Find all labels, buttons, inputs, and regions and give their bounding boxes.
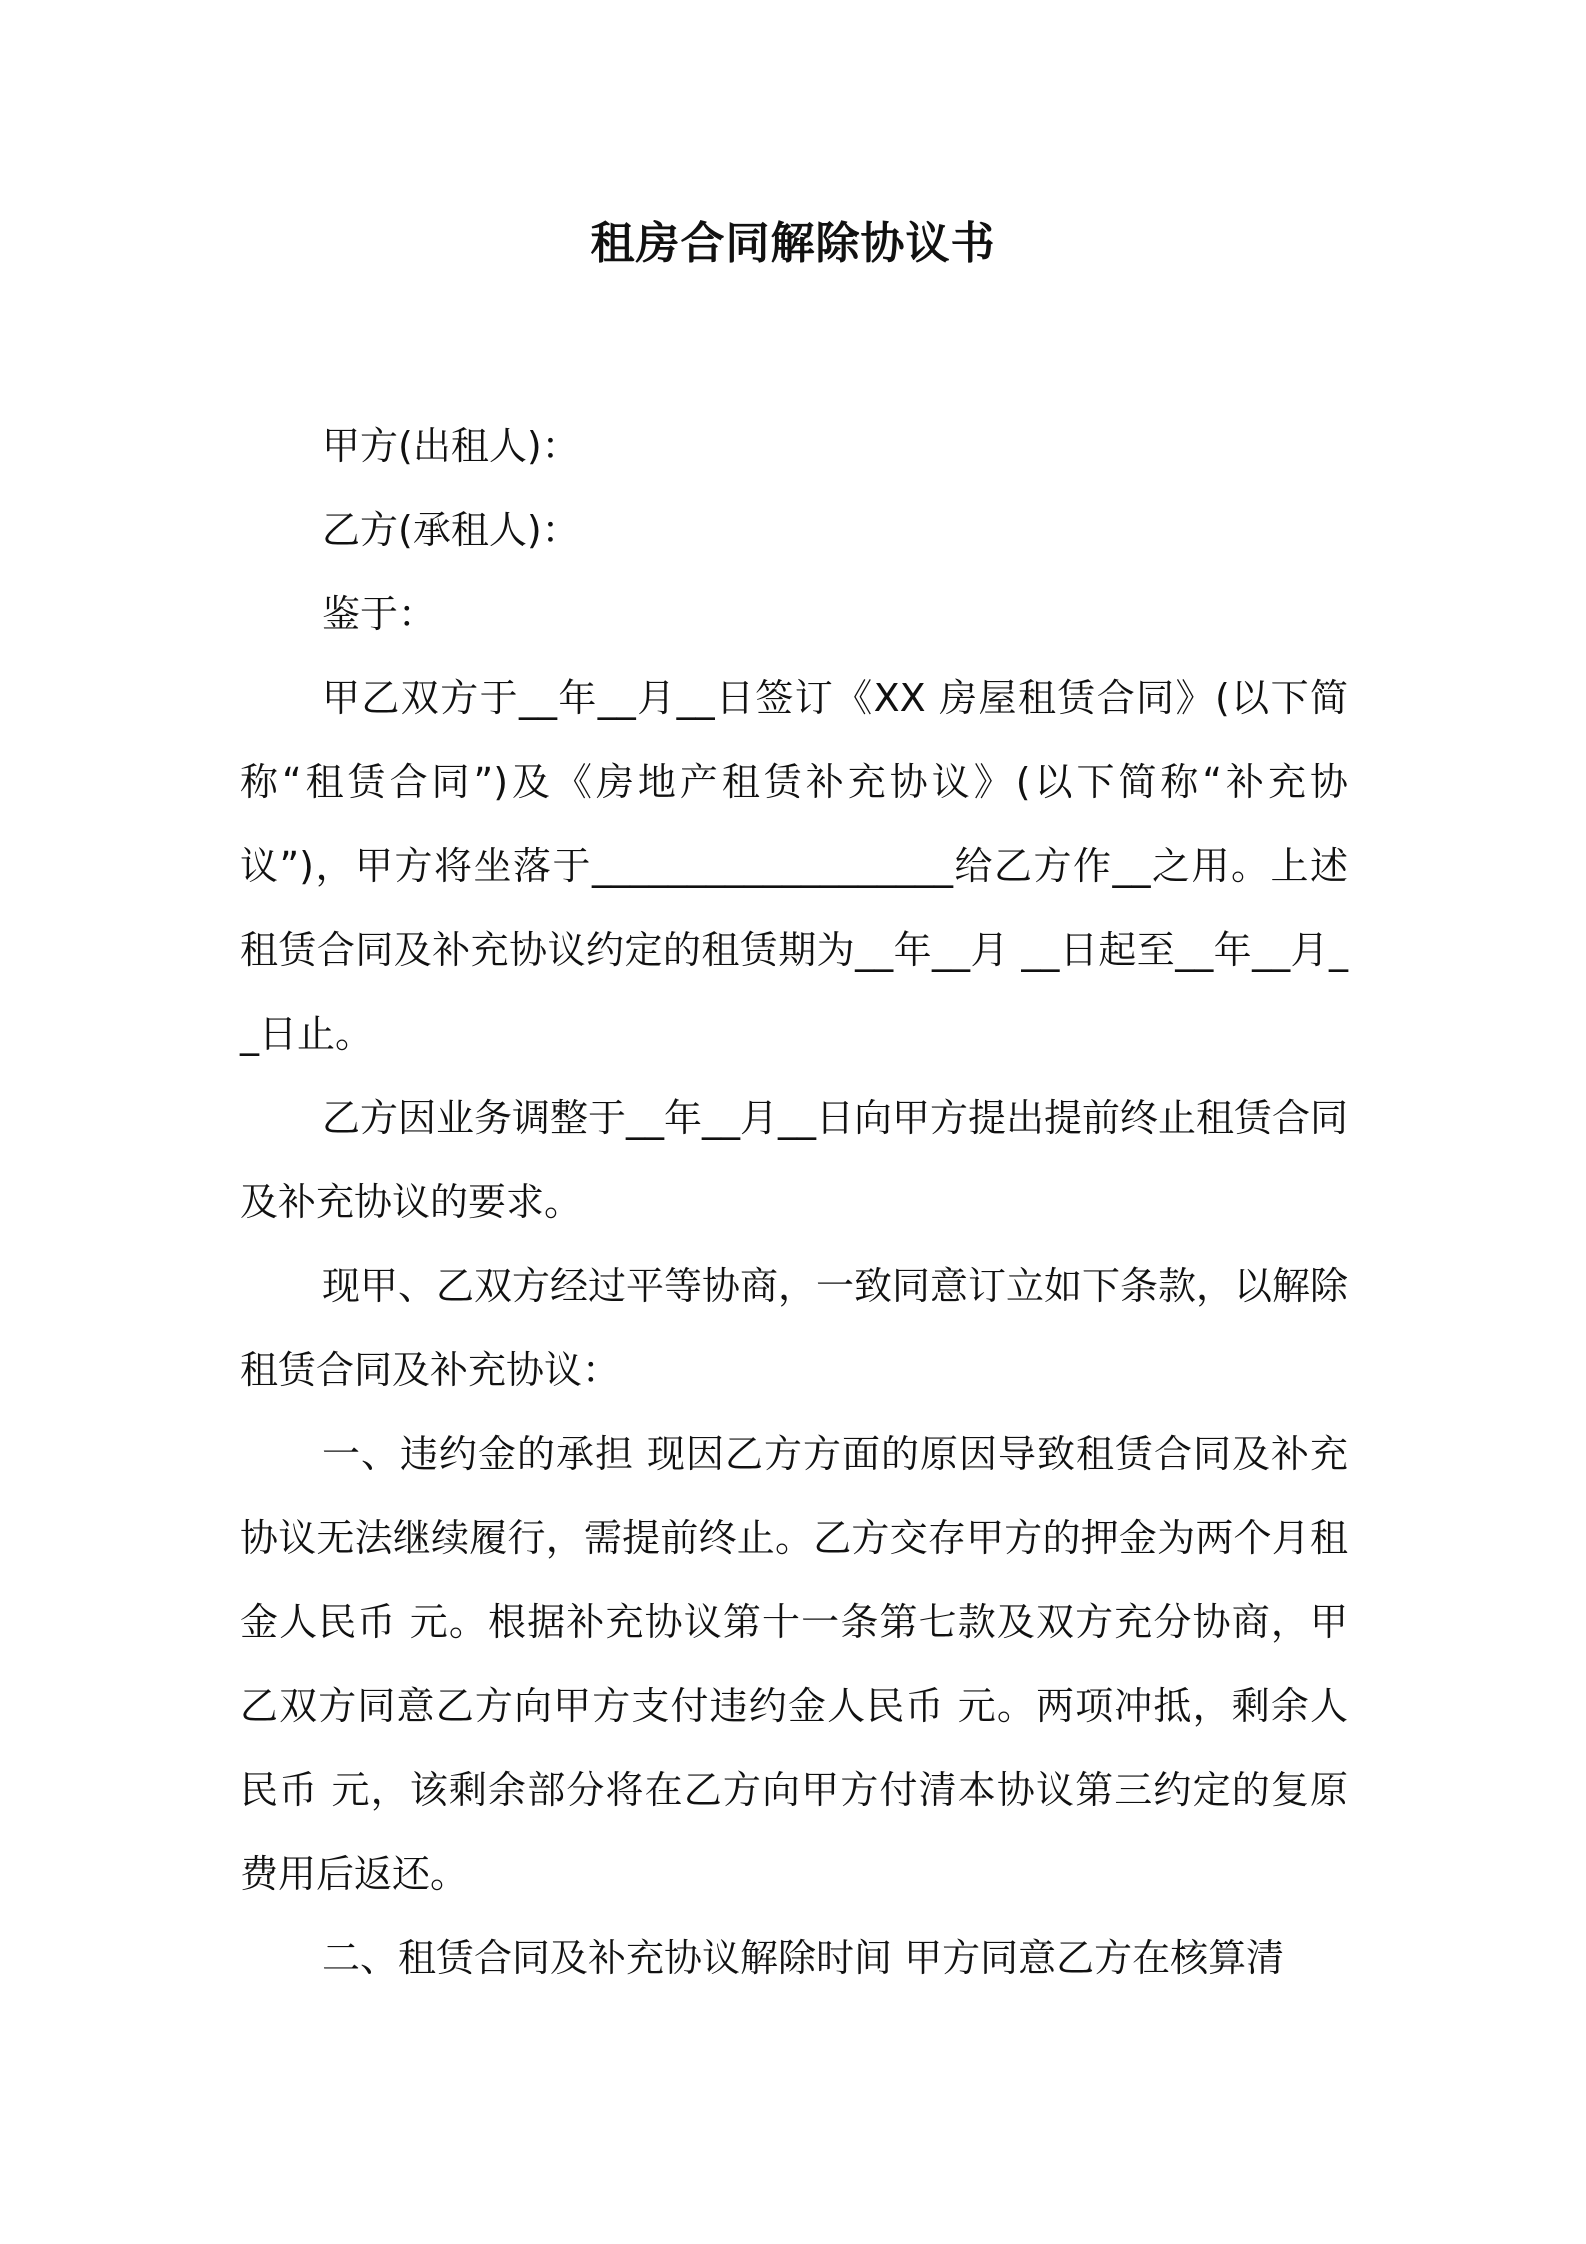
- whereas-line: 鉴于：: [322, 592, 437, 636]
- clause-one-paragraph: 一、违约金的承担 现因乙方方面的原因导致租赁合同及补充协议无法继续履行，需提前终止。乙方交存甲方的押金为两个月租金人民币 元。根据补充协议第十一条第七款及双方充分协商，甲乙双方同意乙方向甲方支付违约金人民币 元。两项冲抵，剩余人民币 元，该剩余部分将在乙方向甲方付清本协议第三约定的复原费用后返还。: [240, 1432, 1348, 1896]
- party-a-line: 甲方(出租人)：: [322, 424, 580, 468]
- termination-request-paragraph: 乙方因业务调整于__年__月__日向甲方提出提前终止租赁合同及补充协议的要求。: [240, 1096, 1349, 1224]
- clause-two-paragraph: 二、租赁合同及补充协议解除时间 甲方同意乙方在核算清: [322, 1936, 1285, 1980]
- party-b-line: 乙方(承租人)：: [322, 508, 580, 552]
- document-body: [240, 404, 1348, 2000]
- document-title: 租房合同解除协议书: [590, 218, 996, 269]
- agreement-intro-paragraph: 现甲、乙双方经过平等协商，一致同意订立如下条款，以解除租赁合同及补充协议：: [240, 1264, 1349, 1392]
- contract-background-paragraph: 甲乙双方于__年__月__日签订《XX 房屋租赁合同》(以下简称“租赁合同”)及《房地产租赁补充协议》(以下简称“补充协议”)，甲方将坐落于___________________给乙方作__之用。上述租赁合同及补充协议约定的租赁期为__年__月 __日起至__年__月__日止。: [240, 676, 1348, 1056]
